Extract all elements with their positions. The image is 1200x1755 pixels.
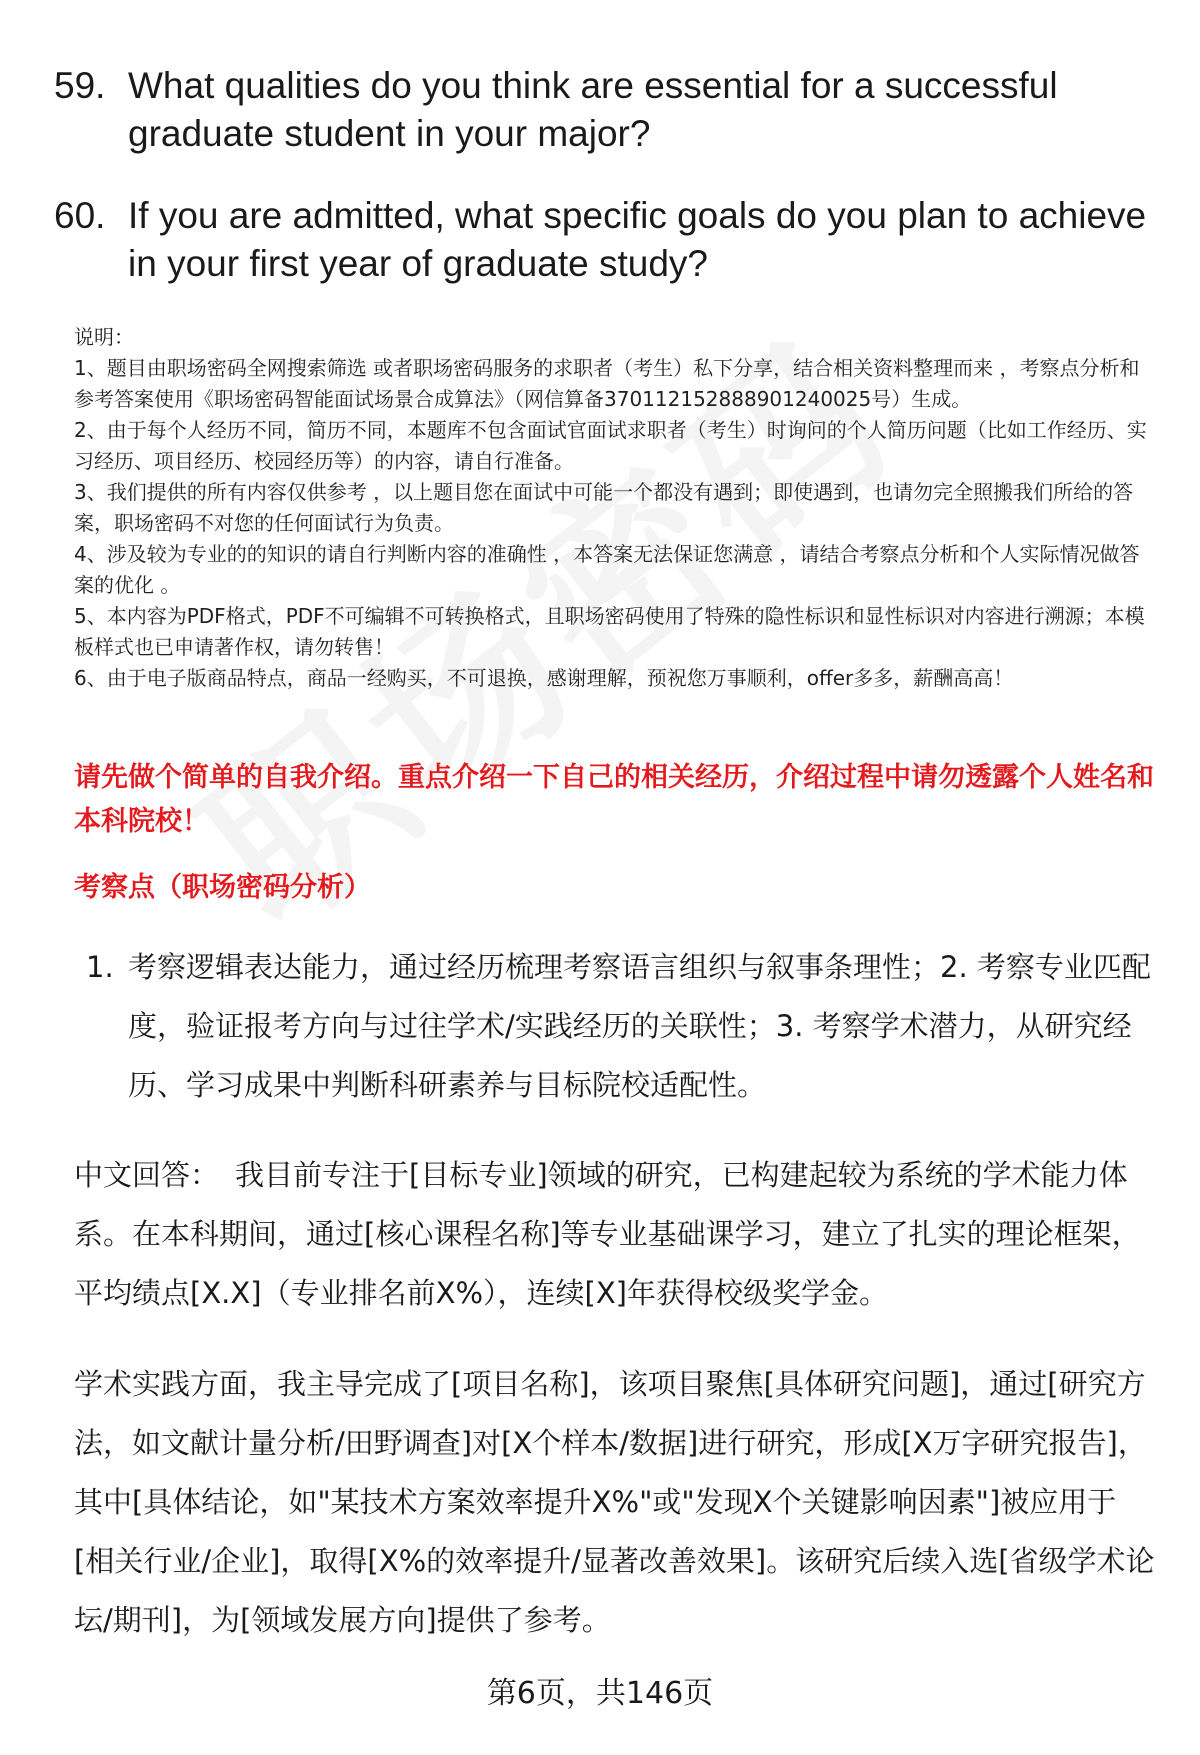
note-item: 6、由于电子版商品特点，商品一经购买，不可退换，感谢理解，预祝您万事顺利，offer多多，薪酬高高！ <box>74 666 1014 690</box>
question-59 <box>54 62 1154 158</box>
analysis-title: 考察点（职场密码分析） <box>74 872 371 903</box>
notes-heading: 说明： <box>74 325 134 349</box>
analysis-point-text: 考察逻辑表达能力，通过经历梳理考察语言组织与叙事条理性；2. 考察专业匹配度，验证报考方向与过往学术/实践经历的关联性；3. 考察学术潜力，从研究经历、学习成果中判断科研素养与目标院校适配性。 <box>128 950 1151 1102</box>
analysis-point-number: 1. <box>86 950 114 984</box>
note-item: 5、本内容为PDF格式，PDF不可编辑不可转换格式，且职场密码使用了特殊的隐性标识和显性标识对内容进行溯源；本模板样式也已申请著作权，请勿转售！ <box>74 604 1145 659</box>
answer-paragraph-1 <box>74 1146 1156 1323</box>
question-60 <box>54 192 1154 288</box>
analysis-point <box>86 938 1156 1115</box>
answer-text-1: 我目前专注于[目标专业]领域的研究，已构建起较为系统的学术能力体系。在本科期间，通过[核心课程名称]等专业基础课学习，建立了扎实的理论框架，平均绩点[X.X]（专业排名前X%），连续[X]年获得校级奖学金。 <box>74 1158 1141 1310</box>
note-item: 4、涉及较为专业的的知识的请自行判断内容的准确性 ，本答案无法保证您满意 ，请结合考察点分析和个人实际情况做答案的优化 。 <box>74 542 1140 597</box>
answer-text-2: 学术实践方面，我主导完成了[项目名称]，该项目聚焦[具体研究问题]，通过[研究方法，如文献计量分析/田野调查]对[X个样本/数据]进行研究，形成[X万字研究报告]，其中[具体结论，如"某技术方案效率提升X%"或"发现X个关键影响因素"]被应用于[相关行业/企业]，取得[X%的效率提升/显著改善效果]。该研究后续入选[省级学术论坛/期刊]，为[领域发展方向]提供了参考。 <box>74 1367 1155 1637</box>
disclaimer-notes <box>74 322 1159 694</box>
answer-label: 中文回答： <box>74 1158 220 1192</box>
page-number: 第6页，共146页 <box>486 1676 714 1711</box>
question-number: 59. <box>54 65 106 106</box>
question-text: What qualities do you think are essential for a successful graduate student in your major? <box>128 65 1058 154</box>
question-number: 60. <box>54 195 106 236</box>
note-item: 3、我们提供的所有内容仅供参考 ，以上题目您在面试中可能一个都没有遇到；即使遇到，也请勿完全照搬我们所给的答案，职场密码不对您的任何面试行为负责。 <box>74 480 1134 535</box>
note-item: 2、由于每个人经历不同，简历不同，本题库不包含面试官面试求职者（考生）时询问的个人简历问题（比如工作经历、实习经历、项目经历、校园经历等）的内容，请自行准备。 <box>74 418 1147 473</box>
note-item: 1、题目由职场密码全网搜索筛选 或者职场密码服务的求职者（考生）私下分享，结合相关资料整理而来 ，考察点分析和参考答案使用《职场密码智能面试场景合成算法》（网信算备370112152888901240025号）生成。 <box>74 356 1140 411</box>
interview-question: 请先做个简单的自我介绍。重点介绍一下自己的相关经历，介绍过程中请勿透露个人姓名和本科院校！ <box>74 762 1154 837</box>
answer-paragraph-2 <box>74 1355 1156 1650</box>
question-text: If you are admitted, what specific goals do you plan to achieve in your first year of graduate study? <box>128 195 1147 284</box>
